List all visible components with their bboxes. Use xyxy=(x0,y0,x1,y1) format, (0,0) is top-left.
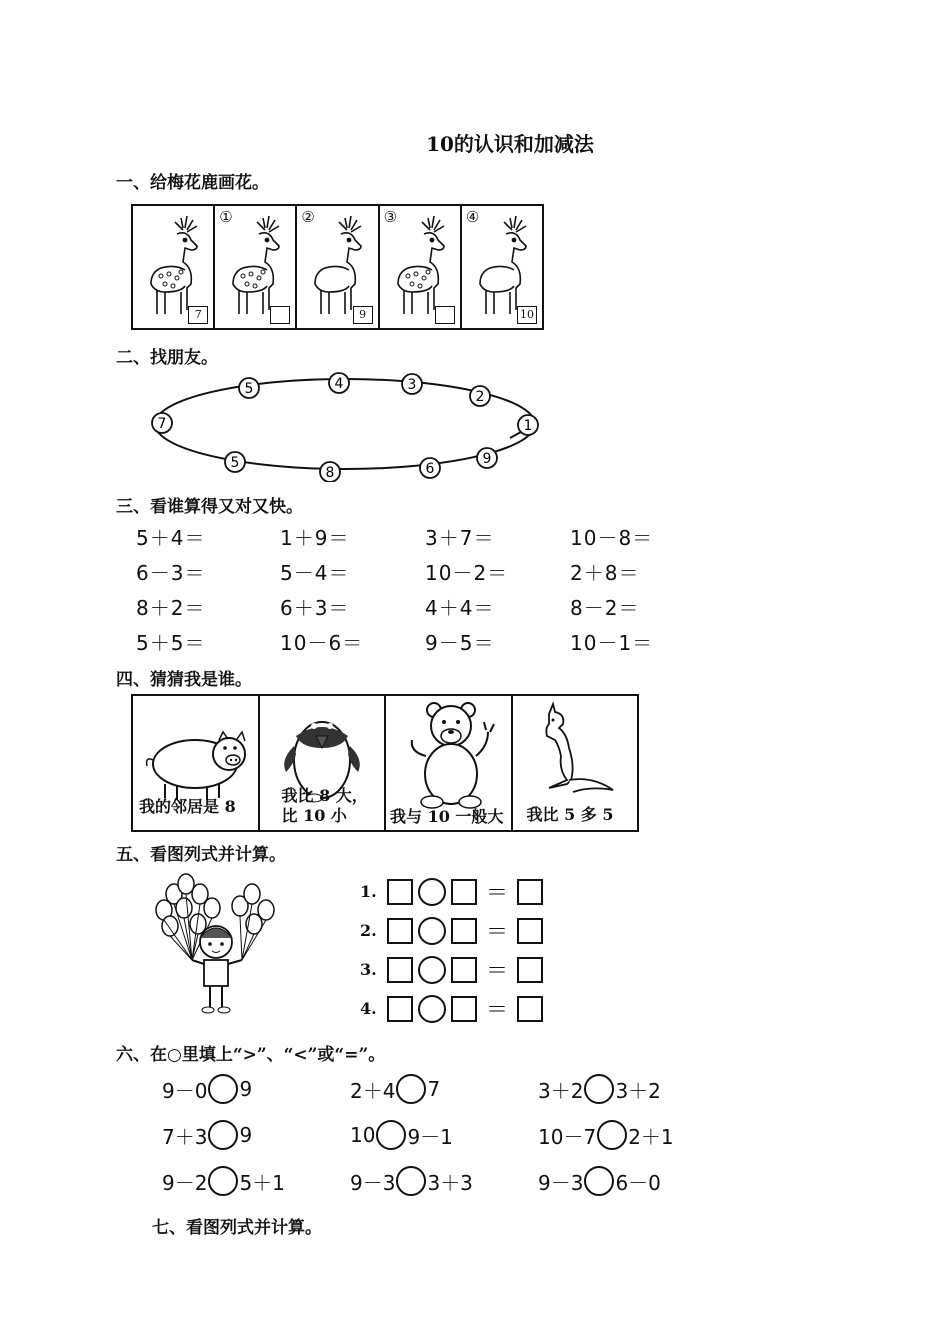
compare-circle[interactable] xyxy=(376,1120,406,1150)
svg-text:5: 5 xyxy=(230,455,240,471)
answer-box[interactable] xyxy=(517,996,543,1022)
compare-circle[interactable] xyxy=(396,1166,426,1196)
ring-number[interactable] xyxy=(470,386,490,406)
answer-box[interactable] xyxy=(387,996,413,1022)
ring-number[interactable] xyxy=(320,462,340,482)
compare-right: 9 xyxy=(239,1123,253,1147)
answer-box[interactable] xyxy=(451,957,477,983)
row-number: 3. xyxy=(360,960,377,979)
animal-card-bear xyxy=(386,696,513,830)
calc-problem: 10－8＝ xyxy=(570,526,654,550)
equals-sign: ＝ xyxy=(486,920,509,945)
section-5-heading: 五、看图列式并计算。 xyxy=(116,845,286,865)
calc-problem: 10－6＝ xyxy=(280,631,364,655)
deer-icon xyxy=(305,212,371,320)
animal-caption: 我比 8 大，比 10 小 xyxy=(281,786,368,825)
svg-text:5: 5 xyxy=(244,381,254,397)
ring-number[interactable] xyxy=(518,415,538,435)
deer-card xyxy=(297,206,379,328)
operator-circle[interactable] xyxy=(418,956,446,984)
answer-box[interactable] xyxy=(387,957,413,983)
compare-left: 10－7 xyxy=(538,1124,597,1149)
calc-problem: 1＋9＝ xyxy=(280,526,350,550)
compare-circle[interactable] xyxy=(597,1120,627,1150)
balloon-child-illustration xyxy=(150,872,290,1022)
compare-item xyxy=(538,1120,674,1150)
deer-card xyxy=(133,206,215,328)
calc-problem: 4＋4＝ xyxy=(425,596,495,620)
deer-label: ③ xyxy=(383,208,398,226)
deer-number-box[interactable] xyxy=(435,306,455,324)
compare-right: 9 xyxy=(239,1077,253,1101)
compare-left: 9－2 xyxy=(162,1170,208,1195)
section-6-heading: 六、在○里填上“>”、“<”或“=”。 xyxy=(116,1045,386,1065)
compare-right: 3＋2 xyxy=(615,1078,661,1103)
section-2-heading: 二、找朋友。 xyxy=(116,348,218,368)
deer-strip xyxy=(131,204,544,330)
answer-box[interactable] xyxy=(517,879,543,905)
compare-item xyxy=(350,1074,440,1104)
compare-right: 6－0 xyxy=(615,1170,661,1195)
compare-left: 10 xyxy=(350,1123,376,1147)
ring-number[interactable] xyxy=(402,374,422,394)
answer-box[interactable] xyxy=(387,918,413,944)
compare-item xyxy=(162,1120,252,1150)
deer-card xyxy=(380,206,462,328)
compare-right: 5＋1 xyxy=(239,1170,285,1195)
ring-number[interactable] xyxy=(152,413,172,433)
deer-label: ② xyxy=(301,208,315,226)
compare-left: 3＋2 xyxy=(538,1078,584,1103)
friend-ring xyxy=(140,366,560,482)
page-title: 10的认识和加减法 xyxy=(426,132,594,156)
ring-number[interactable] xyxy=(420,458,440,478)
deer-label: ④ xyxy=(465,208,480,226)
calc-problem: 8－2＝ xyxy=(570,596,640,620)
animal-strip xyxy=(131,694,639,832)
equals-sign: ＝ xyxy=(486,998,509,1023)
compare-circle[interactable] xyxy=(208,1074,238,1104)
calc-problem: 6＋3＝ xyxy=(280,596,350,620)
compare-right: 2＋1 xyxy=(628,1124,674,1149)
operator-circle[interactable] xyxy=(418,917,446,945)
animal-card-penguin xyxy=(260,696,387,830)
answer-row xyxy=(360,876,543,907)
compare-left: 9－3 xyxy=(350,1170,396,1195)
calc-problem: 8＋2＝ xyxy=(136,596,206,620)
answer-box[interactable] xyxy=(517,957,543,983)
compare-circle[interactable] xyxy=(584,1074,614,1104)
animal-card-pig xyxy=(133,696,260,830)
section-3-heading: 三、看谁算得又对又快。 xyxy=(116,497,303,517)
deer-number-box: 10 xyxy=(517,306,537,324)
deer-number-box: 9 xyxy=(353,306,373,324)
compare-circle[interactable] xyxy=(584,1166,614,1196)
calc-problem: 5＋4＝ xyxy=(136,526,206,550)
calc-problem: 5－4＝ xyxy=(280,561,350,585)
answer-row xyxy=(360,954,543,985)
row-number: 4. xyxy=(360,999,377,1018)
svg-text:2: 2 xyxy=(475,389,485,405)
compare-item xyxy=(350,1120,453,1150)
calc-problem: 3＋7＝ xyxy=(425,526,495,550)
calc-problem: 9－5＝ xyxy=(425,631,495,655)
deer-number-box: 7 xyxy=(188,306,208,324)
animal-caption: 我的邻居是 8 xyxy=(139,797,236,816)
equals-sign: ＝ xyxy=(486,881,509,906)
compare-right: 9－1 xyxy=(407,1124,453,1149)
equals-sign: ＝ xyxy=(486,959,509,984)
deer-card xyxy=(215,206,297,328)
section-1-heading: 一、给梅花鹿画花。 xyxy=(116,173,269,193)
deer-icon xyxy=(223,212,289,320)
compare-item xyxy=(538,1166,661,1196)
answer-box[interactable] xyxy=(451,996,477,1022)
deer-icon xyxy=(388,212,454,320)
svg-text:7: 7 xyxy=(157,416,167,432)
calc-problem: 2＋8＝ xyxy=(570,561,640,585)
animal-caption: 我与 10 一般大 xyxy=(390,807,504,826)
answer-box[interactable] xyxy=(451,918,477,944)
compare-circle[interactable] xyxy=(208,1166,238,1196)
deer-icon xyxy=(141,212,207,320)
operator-circle[interactable] xyxy=(418,995,446,1023)
section-4-heading: 四、猜猜我是谁。 xyxy=(116,670,252,690)
svg-text:4: 4 xyxy=(334,376,344,392)
compare-item xyxy=(162,1074,252,1104)
compare-item xyxy=(162,1166,285,1196)
deer-card xyxy=(462,206,542,328)
compare-circle[interactable] xyxy=(396,1074,426,1104)
animal-card-kangaroo xyxy=(513,696,638,830)
ring-number[interactable] xyxy=(239,378,259,398)
calc-problem: 10－1＝ xyxy=(570,631,654,655)
ring-number[interactable] xyxy=(329,373,349,393)
compare-item xyxy=(538,1074,661,1104)
svg-text:1: 1 xyxy=(523,418,533,434)
deer-number-box[interactable] xyxy=(270,306,290,324)
compare-left: 7＋3 xyxy=(162,1124,208,1149)
compare-circle[interactable] xyxy=(208,1120,238,1150)
calc-problem: 6－3＝ xyxy=(136,561,206,585)
compare-left: 2＋4 xyxy=(350,1078,396,1103)
deer-label: ① xyxy=(219,208,233,226)
svg-text:3: 3 xyxy=(407,377,417,393)
ring-number[interactable] xyxy=(477,448,497,468)
section-7-heading: 七、看图列式并计算。 xyxy=(152,1218,322,1238)
operator-circle[interactable] xyxy=(418,878,446,906)
answer-box[interactable] xyxy=(387,879,413,905)
animal-caption: 我比 5 多 5 xyxy=(526,805,614,824)
row-number: 1. xyxy=(360,882,377,901)
answer-box[interactable] xyxy=(451,879,477,905)
compare-item xyxy=(350,1166,473,1196)
answer-box[interactable] xyxy=(517,918,543,944)
row-number: 2. xyxy=(360,921,377,940)
svg-text:8: 8 xyxy=(325,465,335,481)
ring-number[interactable] xyxy=(225,452,245,472)
deer-icon xyxy=(470,212,536,320)
compare-left: 9－0 xyxy=(162,1078,208,1103)
compare-right: 7 xyxy=(427,1077,441,1101)
answer-row xyxy=(360,915,543,946)
calc-problem: 5＋5＝ xyxy=(136,631,206,655)
compare-right: 3＋3 xyxy=(427,1170,473,1195)
svg-text:9: 9 xyxy=(482,451,492,467)
answer-row xyxy=(360,993,543,1024)
svg-text:6: 6 xyxy=(425,461,435,477)
calc-problem: 10－2＝ xyxy=(425,561,509,585)
compare-left: 9－3 xyxy=(538,1170,584,1195)
